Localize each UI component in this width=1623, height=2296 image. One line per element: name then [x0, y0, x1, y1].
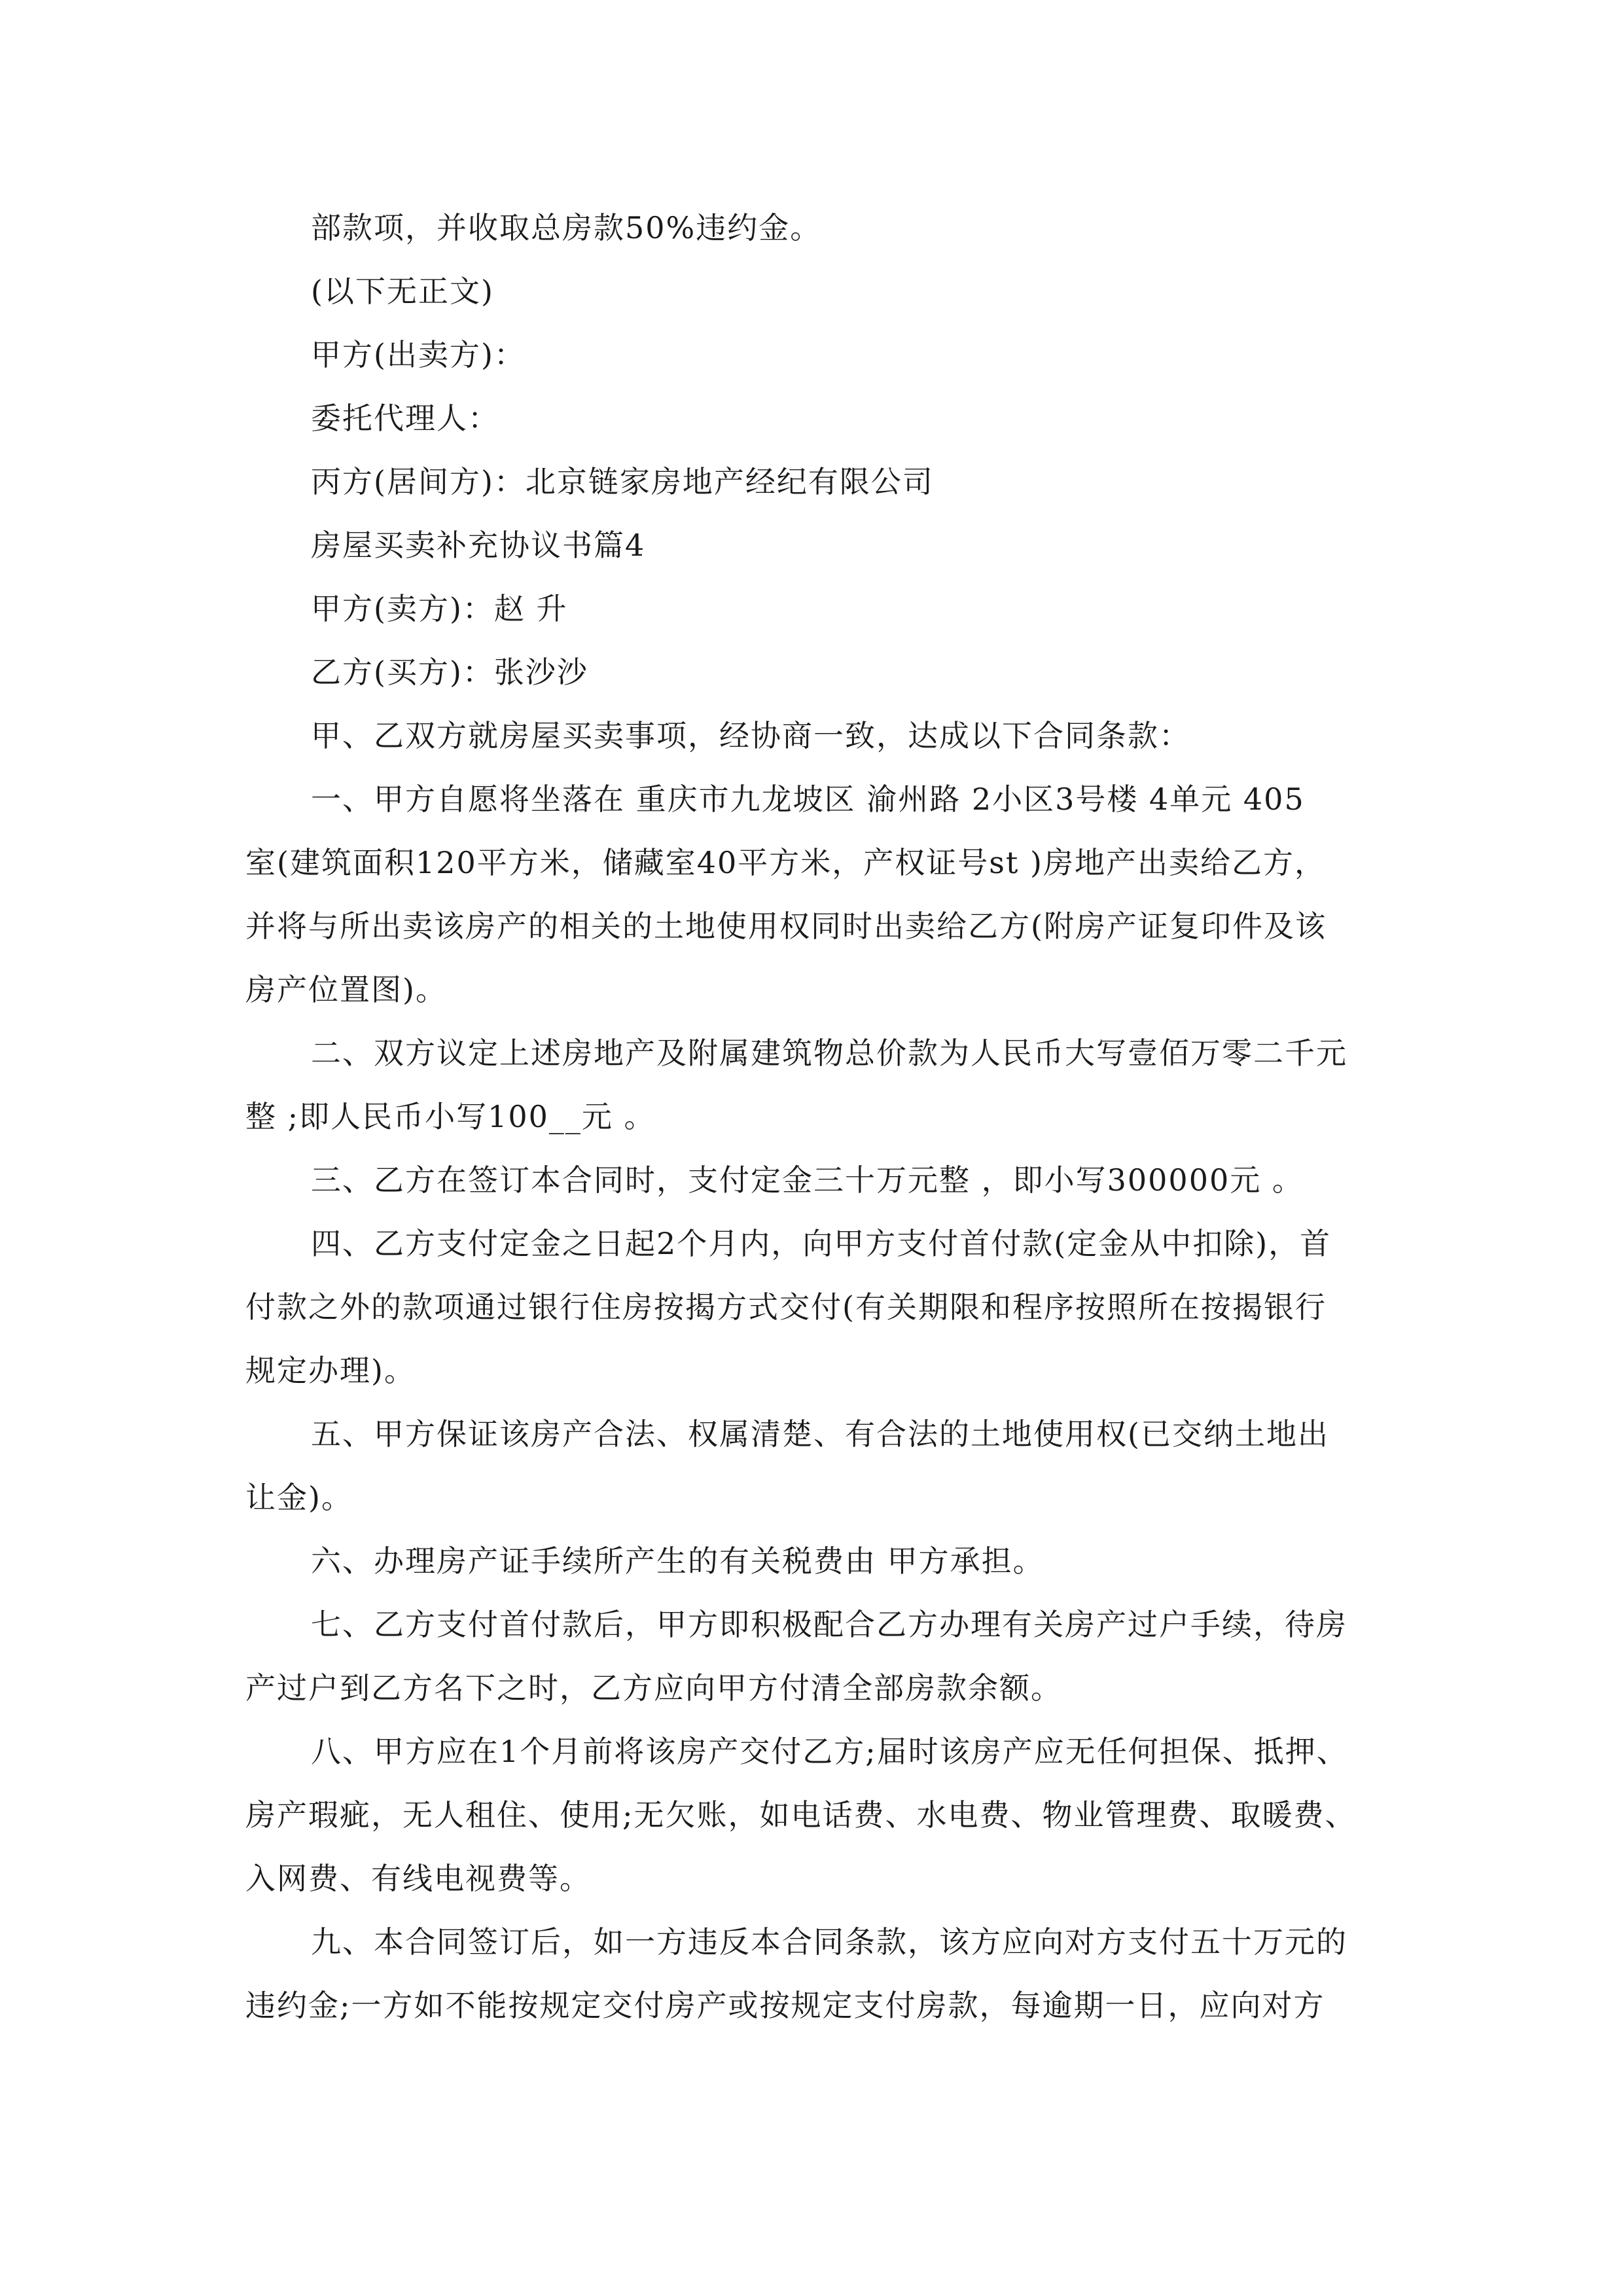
text-line: 部款项，并收取总房款50%违约金。 [311, 210, 822, 245]
clause-line: 房产位置图)。 [245, 972, 447, 1007]
clause-line: 九、本合同签订后，如一方违反本合同条款，该方应向对方支付五十万元的 [311, 1924, 1347, 1960]
clause-line: 产过户到乙方名下之时，乙方应向甲方付清全部房款余额。 [245, 1670, 1062, 1706]
section-heading: 房屋买卖补充协议书篇4 [311, 528, 646, 563]
clause-line: 房产瑕疵，无人租住、使用;无欠账，如电话费、水电费、物业管理费、取暖费、 [245, 1797, 1357, 1833]
clause-line: 二、双方议定上述房地产及附属建筑物总价款为人民币大写壹佰万零二千元 [311, 1035, 1347, 1071]
clause-line: 三、乙方在签订本合同时，支付定金三十万元整 ，即小写300000元 。 [311, 1162, 1304, 1198]
text-line: 丙方(居间方)：北京链家房地产经纪有限公司 [311, 464, 934, 499]
text-line: 甲方(出卖方)： [311, 337, 526, 372]
clause-line: 付款之外的款项通过银行住房按揭方式交付(有关期限和程序按照所在按揭银行 [245, 1289, 1327, 1325]
clause-line: 八、甲方应在1个月前将该房产交付乙方;届时该房产应无任何担保、抵押、 [311, 1734, 1348, 1769]
clause-line: 违约金;一方如不能按规定交付房产或按规定支付房款，每逾期一日，应向对方 [245, 1988, 1325, 2023]
clause-line: 六、办理房产证手续所产生的有关税费由 甲方承担。 [311, 1543, 1044, 1579]
clause-line: 一、甲方自愿将坐落在 重庆市九龙坡区 渝州路 2小区3号楼 4单元 405 [311, 781, 1305, 817]
text-line: (以下无正文) [311, 274, 494, 309]
clause-line: 五、甲方保证该房产合法、权属清楚、有合法的土地使用权(已交纳土地出 [311, 1416, 1329, 1452]
clause-line: 整 ;即人民币小写100__元 。 [245, 1099, 656, 1134]
text-line: 委托代理人： [311, 401, 499, 436]
clause-line: 入网费、有线电视费等。 [245, 1861, 591, 1896]
clause-line: 并将与所出卖该房产的相关的土地使用权同时出卖给乙方(附房产证复印件及该 [245, 908, 1327, 944]
text-line: 乙方(买方)：张沙沙 [311, 655, 588, 690]
text-line: 甲方(卖方)：赵 升 [311, 591, 568, 626]
text-line: 甲、乙双方就房屋买卖事项，经协商一致，达成以下合同条款： [311, 718, 1190, 753]
document-body [245, 196, 1384, 2037]
clause-line: 规定办理)。 [245, 1353, 416, 1388]
clause-line: 七、乙方支付首付款后，甲方即积极配合乙方办理有关房产过户手续，待房 [311, 1607, 1347, 1642]
clause-line: 室(建筑面积120平方米，储藏室40平方米，产权证号st )房地产出卖给乙方， [245, 845, 1326, 880]
clause-line: 让金)。 [245, 1480, 353, 1515]
clause-line: 四、乙方支付定金之日起2个月内，向甲方支付首付款(定金从中扣除)，首 [311, 1226, 1332, 1261]
